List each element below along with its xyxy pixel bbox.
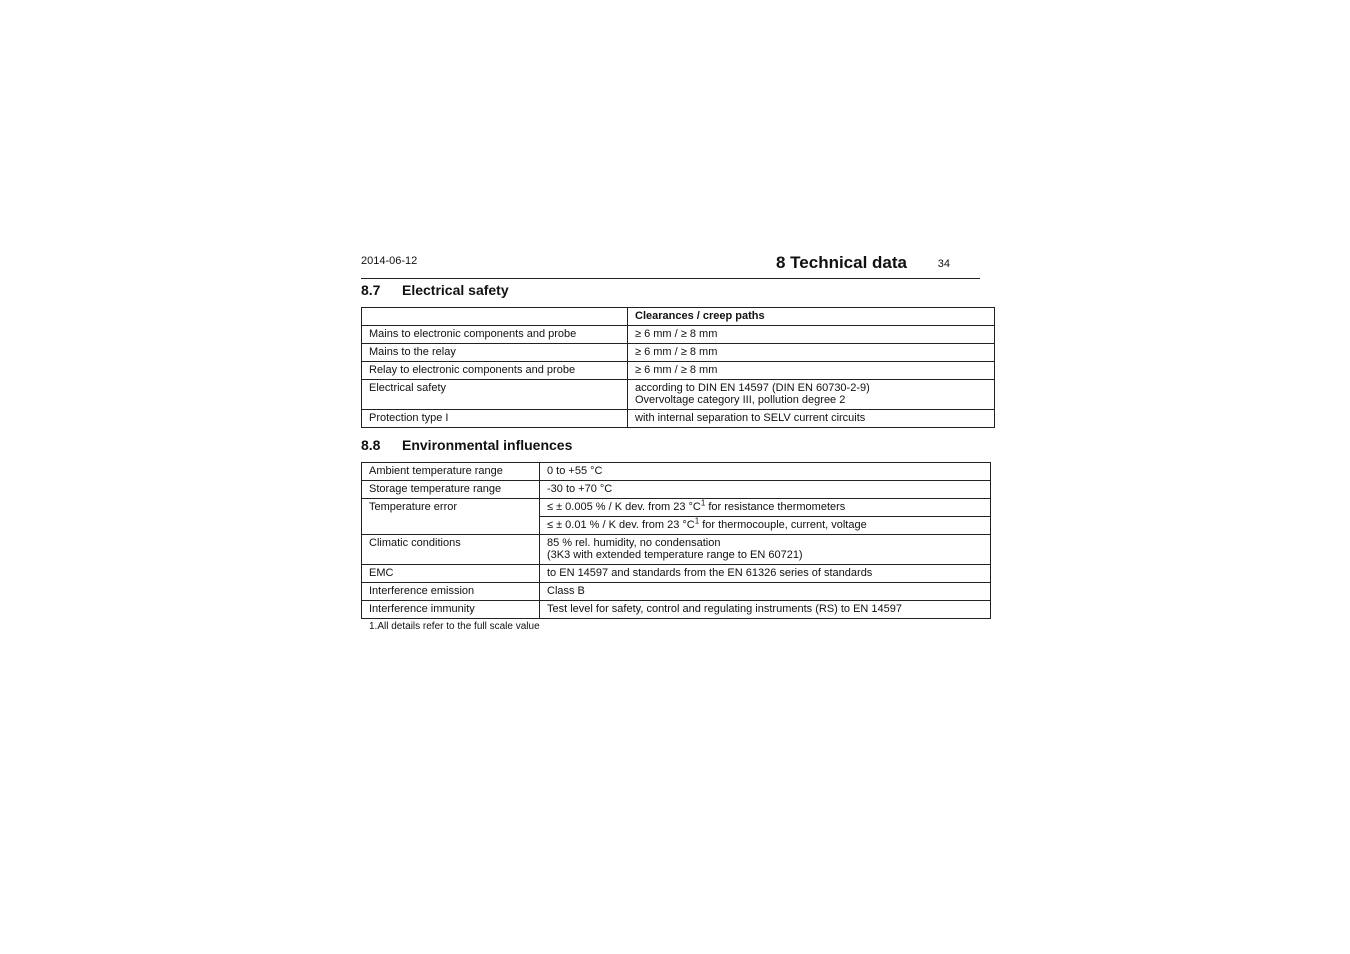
document-page <box>361 252 995 632</box>
table-row <box>362 583 991 601</box>
table-cell-value: ≥ 6 mm / ≥ 8 mm <box>628 362 995 380</box>
footnote-marker: 1 <box>700 498 706 508</box>
table-cell-value <box>540 499 991 517</box>
value-text: ≤ ± 0.01 % / K dev. from 23 °C <box>547 519 695 531</box>
table-row <box>362 565 991 583</box>
value-text: for resistance thermometers <box>705 501 846 513</box>
table-row <box>362 362 995 380</box>
table-cell-label: Climatic conditions <box>362 535 540 565</box>
table-cell-value <box>628 380 995 410</box>
table-row <box>362 535 991 565</box>
table-cell-label: Interference immunity <box>362 601 540 619</box>
table-cell-value: to EN 14597 and standards from the EN 61326 series of standards <box>540 565 991 583</box>
table-row <box>362 601 991 619</box>
page-header <box>361 252 980 279</box>
table-cell-value: ≥ 6 mm / ≥ 8 mm <box>628 344 995 362</box>
table-cell-value: 0 to +55 °C <box>540 463 991 481</box>
section-heading-electrical-safety <box>361 281 995 303</box>
table-row <box>362 410 995 428</box>
table-header-cell <box>362 308 628 326</box>
table-row <box>362 463 991 481</box>
section-number: 8.7 <box>361 282 381 298</box>
value-text: for thermocouple, current, voltage <box>699 519 867 531</box>
value-text: ≤ ± 0.005 % / K dev. from 23 °C <box>547 501 701 513</box>
table-cell-value: -30 to +70 °C <box>540 481 991 499</box>
table-cell-label: Interference emission <box>362 583 540 601</box>
electrical-safety-table <box>361 307 995 428</box>
table-row <box>362 380 995 410</box>
environmental-influences-table <box>361 462 991 619</box>
table-row <box>362 344 995 362</box>
table-header-cell: Clearances / creep paths <box>628 308 995 326</box>
table-cell-value <box>540 535 991 565</box>
table-cell-label: Temperature error <box>362 499 540 535</box>
header-date: 2014-06-12 <box>361 255 418 267</box>
table-row <box>362 481 991 499</box>
chapter-title: 8 Technical data <box>775 253 907 272</box>
table-cell-label: Mains to electronic components and probe <box>362 326 628 344</box>
table-row <box>362 326 995 344</box>
section-number: 8.8 <box>361 437 381 453</box>
table-cell-label: Protection type I <box>362 410 628 428</box>
table-cell-label: Electrical safety <box>362 380 628 410</box>
table-cell-value: with internal separation to SELV current circuits <box>628 410 995 428</box>
table-header-row <box>362 308 995 326</box>
page-number: 34 <box>937 258 950 270</box>
footnote: 1.All details refer to the full scale value <box>369 621 540 632</box>
footnote-marker: 1 <box>694 516 700 526</box>
table-cell-value: Test level for safety, control and regulating instruments (RS) to EN 14597 <box>540 601 991 619</box>
table-cell-label: Storage temperature range <box>362 481 540 499</box>
section-title: Environmental influences <box>402 437 573 453</box>
table-cell-value: Class B <box>540 583 991 601</box>
value-line: 85 % rel. humidity, no condensation <box>547 537 721 549</box>
table-row <box>362 499 991 517</box>
table-cell-label: EMC <box>362 565 540 583</box>
table-cell-value: ≥ 6 mm / ≥ 8 mm <box>628 326 995 344</box>
table-cell-label: Relay to electronic components and probe <box>362 362 628 380</box>
value-line: Overvoltage category III, pollution degree 2 <box>635 394 846 406</box>
table-cell-label: Mains to the relay <box>362 344 628 362</box>
section-title: Electrical safety <box>402 282 509 298</box>
section-heading-environmental-influences <box>361 436 995 458</box>
table-cell-label: Ambient temperature range <box>362 463 540 481</box>
value-line: according to DIN EN 14597 (DIN EN 60730-2-9) <box>635 382 870 394</box>
table-cell-value <box>540 517 991 535</box>
value-line: (3K3 with extended temperature range to EN 60721) <box>547 549 803 561</box>
